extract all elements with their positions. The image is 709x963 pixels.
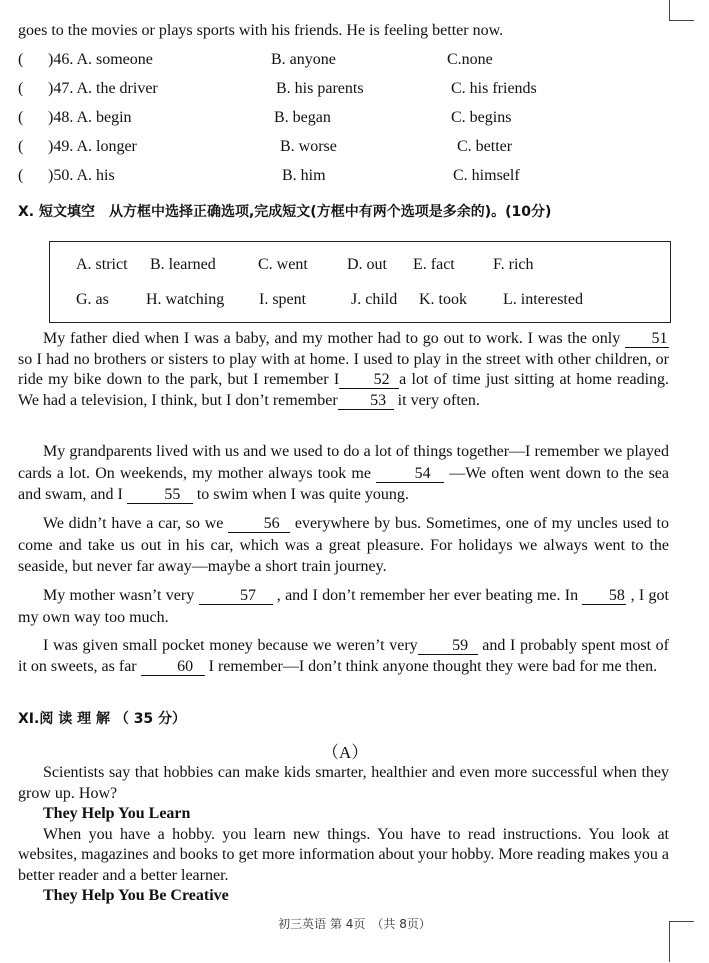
passage-paragraph-1 — [18, 329, 669, 411]
passage-text: , and I don’t remember her ever beating me. In — [272, 587, 583, 604]
passage-text: I remember—I don’t think anyone thought they were bad for me then. — [204, 658, 658, 675]
box-option: A. strict — [76, 256, 128, 273]
option-b: B. him — [282, 167, 326, 184]
mcq-item-50 — [18, 167, 698, 189]
box-option: K. took — [419, 291, 467, 308]
box-option: C. went — [258, 256, 308, 273]
box-option: H. watching — [146, 291, 225, 308]
mcq-item-47 — [18, 80, 698, 102]
blank-60: 60 — [141, 659, 205, 676]
option-b: B. worse — [280, 138, 337, 155]
passage-text: a lot of time just sitting at home reading. We had a television, I think, but I don’t remember — [18, 371, 670, 409]
blank-51: 51 — [625, 331, 669, 348]
passage-paragraph-4 — [18, 585, 669, 628]
top-line: goes to the movies or plays sports with his friends. He is feeling better now. — [18, 22, 504, 39]
section-x-heading: X. 短文填空 从方框中选择正确选项,完成短文(方框中有两个选项是多余的)。(10分) — [18, 204, 552, 220]
answer-paren: ( — [18, 80, 24, 97]
mcq-item-48 — [18, 109, 698, 131]
passage-text: —We often went down to the sea and swam, and I — [18, 464, 670, 503]
option-b: B. his parents — [276, 80, 364, 97]
mcq-item-46 — [18, 51, 698, 73]
answer-paren: ( — [18, 109, 24, 126]
passage-paragraph-5 — [18, 635, 669, 677]
box-option: E. fact — [413, 256, 455, 273]
passage-text: , I got my own way too much. — [18, 587, 669, 626]
page-footer: 初三英语 第 4页 （共 8页） — [278, 917, 431, 931]
mcq-item-49 — [18, 138, 698, 160]
option-c: C. himself — [453, 167, 520, 184]
reading-a-subheading-2: They Help You Be Creative — [43, 887, 229, 904]
option-b: B. began — [274, 109, 331, 126]
reading-a-paragraph-1: When you have a hobby. you learn new things. You have to read instructions. You look at websites, magazines and books to get more information about your hobby. More reading makes you a better reader and a better learner. — [18, 825, 669, 884]
option-a: )48. A. begin — [48, 109, 132, 126]
passage-text: My grandparents lived with us and we used to do a lot of things together—I remember we played cards a lot. On weekends, my mother always took me — [18, 443, 669, 482]
answer-paren: ( — [18, 138, 24, 155]
option-c: C. better — [457, 138, 513, 155]
passage-text: We didn’t have a car, so we — [43, 515, 229, 532]
reading-a-body — [18, 763, 669, 907]
box-option: F. rich — [493, 256, 534, 273]
blank-58: 58 — [582, 588, 626, 605]
blank-53: 53 — [338, 393, 394, 410]
blank-55: 55 — [127, 487, 193, 504]
answer-paren: ( — [18, 167, 24, 184]
box-option: D. out — [347, 256, 387, 273]
passage-text: My mother wasn’t very — [43, 587, 199, 604]
section-xi-heading: XI.阅 读 理 解 （ 35 分） — [18, 711, 187, 727]
reading-a-intro: Scientists say that hobbies can make kids smarter, healthier and even more successful when they grow up. How? — [18, 764, 669, 802]
box-option: G. as — [76, 291, 109, 308]
options-box — [49, 241, 671, 323]
passage-paragraph-3 — [18, 513, 669, 578]
option-c: C. his friends — [451, 80, 537, 97]
option-c: C. begins — [451, 109, 512, 126]
box-option: B. learned — [150, 256, 216, 273]
option-c: C.none — [447, 51, 493, 68]
option-a: )46. A. someone — [48, 51, 153, 68]
option-b: B. anyone — [271, 51, 336, 68]
option-a: )49. A. longer — [48, 138, 137, 155]
passage-text: it very often. — [393, 391, 480, 409]
reading-a-label: （A） — [322, 743, 369, 762]
passage-text: so I had no brothers or sisters to play with at home. I used to play in the street with other children, or ride my bike down to the park, but I remember I — [18, 350, 669, 388]
blank-57: 57 — [199, 588, 273, 605]
blank-54: 54 — [376, 466, 444, 483]
box-option: J. child — [351, 291, 398, 308]
blank-59: 59 — [418, 638, 478, 655]
passage-text: I was given small pocket money because we weren’t very — [43, 637, 418, 654]
passage-text: and I probably spent most of it on sweets, as far — [18, 637, 670, 675]
box-option: L. interested — [503, 291, 583, 308]
option-a: )47. A. the driver — [48, 80, 158, 97]
crop-mark-top-right — [669, 0, 694, 21]
passage-paragraph-2 — [18, 441, 669, 506]
passage-text: My father died when I was a baby, and my mother had to go out to work. I was the only — [43, 330, 625, 347]
reading-a-subheading-1: They Help You Learn — [43, 805, 191, 822]
option-a: )50. A. his — [48, 167, 115, 184]
passage-text: to swim when I was quite young. — [192, 486, 409, 503]
passage-text: everywhere by bus. Sometimes, one of my uncles used to come and take us out in his car, which was a great pleasure. For holidays we always went to the seaside, but never far away—maybe a short train journey. — [18, 515, 669, 575]
blank-56: 56 — [228, 516, 290, 533]
blank-52: 52 — [339, 372, 399, 389]
box-option: I. spent — [259, 291, 307, 308]
answer-paren: ( — [18, 51, 24, 68]
